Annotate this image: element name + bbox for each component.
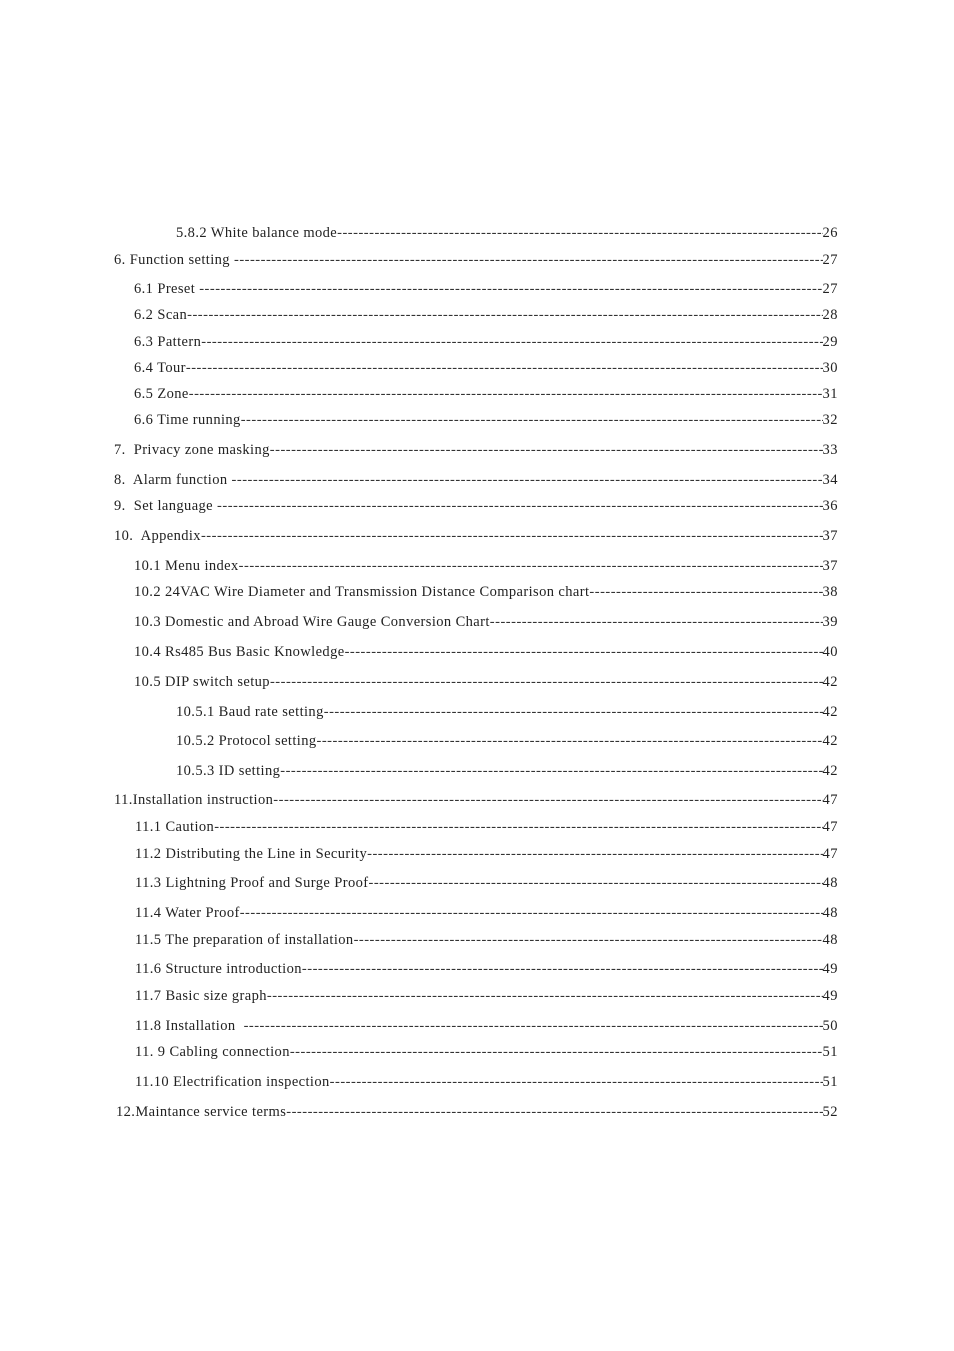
toc-entry — [0, 305, 954, 325]
toc-entry-title: 6.2 Scan — [134, 307, 188, 323]
toc-entry — [0, 332, 954, 352]
toc-entry — [0, 410, 954, 430]
toc-entry-title: 9. Set language — [114, 498, 218, 514]
toc-entry-page-number: 29 — [822, 334, 838, 350]
toc-entry-page-number: 28 — [822, 307, 838, 323]
toc-entry — [0, 1102, 954, 1122]
toc-dot-leader — [244, 1016, 823, 1036]
toc-dot-leader — [330, 1072, 823, 1092]
toc-entry-title: 11.6 Structure introduction — [135, 961, 302, 977]
toc-dot-leader — [270, 672, 823, 692]
toc-entry — [0, 1016, 954, 1036]
toc-entry-page-number: 36 — [822, 498, 838, 514]
toc-entry-page-number: 42 — [822, 674, 838, 690]
toc-entry-page-number: 48 — [822, 875, 838, 891]
toc-entry — [0, 702, 954, 722]
toc-dot-leader — [186, 358, 823, 378]
toc-dot-leader — [302, 959, 823, 979]
toc-entry-page-number: 47 — [822, 819, 838, 835]
toc-entry-page-number: 37 — [822, 528, 838, 544]
toc-entry-title: 6.5 Zone — [134, 386, 189, 402]
toc-entry-title: 10.5.3 ID setting — [176, 763, 281, 779]
toc-entry-title: 5.8.2 White balance mode — [176, 225, 338, 241]
toc-dot-leader — [317, 731, 823, 751]
toc-entry-title: 11.1 Caution — [135, 819, 215, 835]
toc-entry-page-number: 34 — [822, 472, 838, 488]
toc-entry — [0, 1072, 954, 1092]
toc-dot-leader — [267, 986, 823, 1006]
toc-entry-page-number: 52 — [822, 1104, 838, 1120]
toc-entry-title: 6. Function setting — [114, 252, 234, 268]
toc-dot-leader — [286, 1102, 822, 1122]
toc-dot-leader — [201, 526, 823, 546]
toc-entry-page-number: 50 — [822, 1018, 838, 1034]
toc-entry — [0, 930, 954, 950]
toc-entry — [0, 496, 954, 516]
toc-entry-page-number: 37 — [822, 558, 838, 574]
toc-entry — [0, 731, 954, 751]
toc-dot-leader — [240, 903, 823, 923]
toc-entry-title: 11.Installation instruction — [114, 792, 274, 808]
toc-dot-leader — [273, 790, 822, 810]
toc-entry — [0, 642, 954, 662]
toc-entry-page-number: 33 — [822, 442, 838, 458]
toc-dot-leader — [199, 279, 822, 299]
toc-entry-title: 11.7 Basic size graph — [135, 988, 267, 1004]
toc-entry — [0, 470, 954, 490]
toc-entry — [0, 873, 954, 893]
toc-entry — [0, 612, 954, 632]
toc-entry-title: 11. 9 Cabling connection — [135, 1044, 290, 1060]
toc-entry-page-number: 48 — [822, 905, 838, 921]
toc-entry-title: 11.2 Distributing the Line in Security — [135, 846, 368, 862]
toc-entry — [0, 1042, 954, 1062]
toc-dot-leader — [241, 410, 823, 430]
toc-entry — [0, 986, 954, 1006]
toc-entry-page-number: 47 — [822, 846, 838, 862]
toc-entry-title: 7. Privacy zone masking — [114, 442, 270, 458]
toc-dot-leader — [201, 332, 822, 352]
toc-entry — [0, 250, 954, 270]
toc-entry — [0, 526, 954, 546]
toc-dot-leader — [290, 1042, 823, 1062]
toc-dot-leader — [189, 384, 823, 404]
toc-dot-leader — [280, 761, 822, 781]
toc-entry — [0, 903, 954, 923]
toc-entry-page-number: 30 — [822, 360, 838, 376]
toc-entry-title: 11.5 The preparation of installation — [135, 932, 354, 948]
toc-dot-leader — [187, 305, 822, 325]
toc-entry-page-number: 32 — [822, 412, 838, 428]
toc-dot-leader — [232, 470, 823, 490]
toc-entry — [0, 672, 954, 692]
toc-entry — [0, 556, 954, 576]
toc-entry — [0, 582, 954, 602]
toc-entry — [0, 790, 954, 810]
toc-entry — [0, 959, 954, 979]
toc-entry-page-number: 38 — [822, 584, 838, 600]
toc-entry-title: 6.1 Preset — [134, 281, 200, 297]
toc-dot-leader — [234, 250, 823, 270]
toc-entry-page-number: 27 — [822, 252, 838, 268]
toc-entry-page-number: 51 — [822, 1074, 838, 1090]
toc-entry-title: 12.Maintance service terms — [116, 1104, 287, 1120]
toc-dot-leader — [354, 930, 823, 950]
toc-dot-leader — [490, 612, 823, 632]
toc-entry — [0, 358, 954, 378]
toc-dot-leader — [589, 582, 822, 602]
toc-dot-leader — [270, 440, 823, 460]
toc-dot-leader — [324, 702, 823, 722]
toc-entry — [0, 817, 954, 837]
toc-entry-page-number: 49 — [822, 988, 838, 1004]
toc-entry-title: 8. Alarm function — [114, 472, 232, 488]
toc-entry-page-number: 47 — [822, 792, 838, 808]
toc-entry-page-number: 42 — [822, 704, 838, 720]
toc-entry-title: 11.10 Electrification inspection — [135, 1074, 330, 1090]
toc-entry-title: 6.6 Time running — [134, 412, 241, 428]
toc-entry-title: 6.4 Tour — [134, 360, 186, 376]
toc-entry-page-number: 27 — [822, 281, 838, 297]
toc-entry-title: 10.1 Menu index — [134, 558, 239, 574]
toc-entry-title: 10. Appendix — [114, 528, 201, 544]
toc-entry — [0, 844, 954, 864]
toc-entry-page-number: 31 — [822, 386, 838, 402]
toc-entry — [0, 384, 954, 404]
toc-entry-page-number: 49 — [822, 961, 838, 977]
toc-entry-page-number: 39 — [822, 614, 838, 630]
toc-entry — [0, 761, 954, 781]
toc-entry-title: 10.2 24VAC Wire Diameter and Transmission Distance Comparison chart — [134, 584, 590, 600]
toc-entry-page-number: 51 — [822, 1044, 838, 1060]
toc-entry-page-number: 42 — [822, 763, 838, 779]
toc-entry-title: 10.5 DIP switch setup — [134, 674, 270, 690]
toc-entry-title: 6.3 Pattern — [134, 334, 202, 350]
toc-entry-title: 11.3 Lightning Proof and Surge Proof — [135, 875, 369, 891]
toc-dot-leader — [345, 642, 823, 662]
toc-entry — [0, 279, 954, 299]
toc-dot-leader — [239, 556, 823, 576]
toc-entry-title: 10.3 Domestic and Abroad Wire Gauge Conversion Chart — [134, 614, 490, 630]
toc-dot-leader — [337, 223, 822, 243]
toc-entry-title: 11.4 Water Proof — [135, 905, 240, 921]
toc-entry-page-number: 26 — [822, 225, 838, 241]
toc-entry — [0, 223, 954, 243]
toc-entry — [0, 440, 954, 460]
toc-entry-page-number: 42 — [822, 733, 838, 749]
toc-dot-leader — [369, 873, 823, 893]
toc-entry-page-number: 48 — [822, 932, 838, 948]
toc-dot-leader — [367, 844, 822, 864]
toc-entry-title: 10.5.1 Baud rate setting — [176, 704, 324, 720]
toc-entry-page-number: 40 — [822, 644, 838, 660]
toc-dot-leader — [214, 817, 822, 837]
toc-entry-title: 10.4 Rs485 Bus Basic Knowledge — [134, 644, 345, 660]
toc-dot-leader — [217, 496, 822, 516]
toc-entry-title: 10.5.2 Protocol setting — [176, 733, 317, 749]
toc-entry-title: 11.8 Installation — [135, 1018, 244, 1034]
